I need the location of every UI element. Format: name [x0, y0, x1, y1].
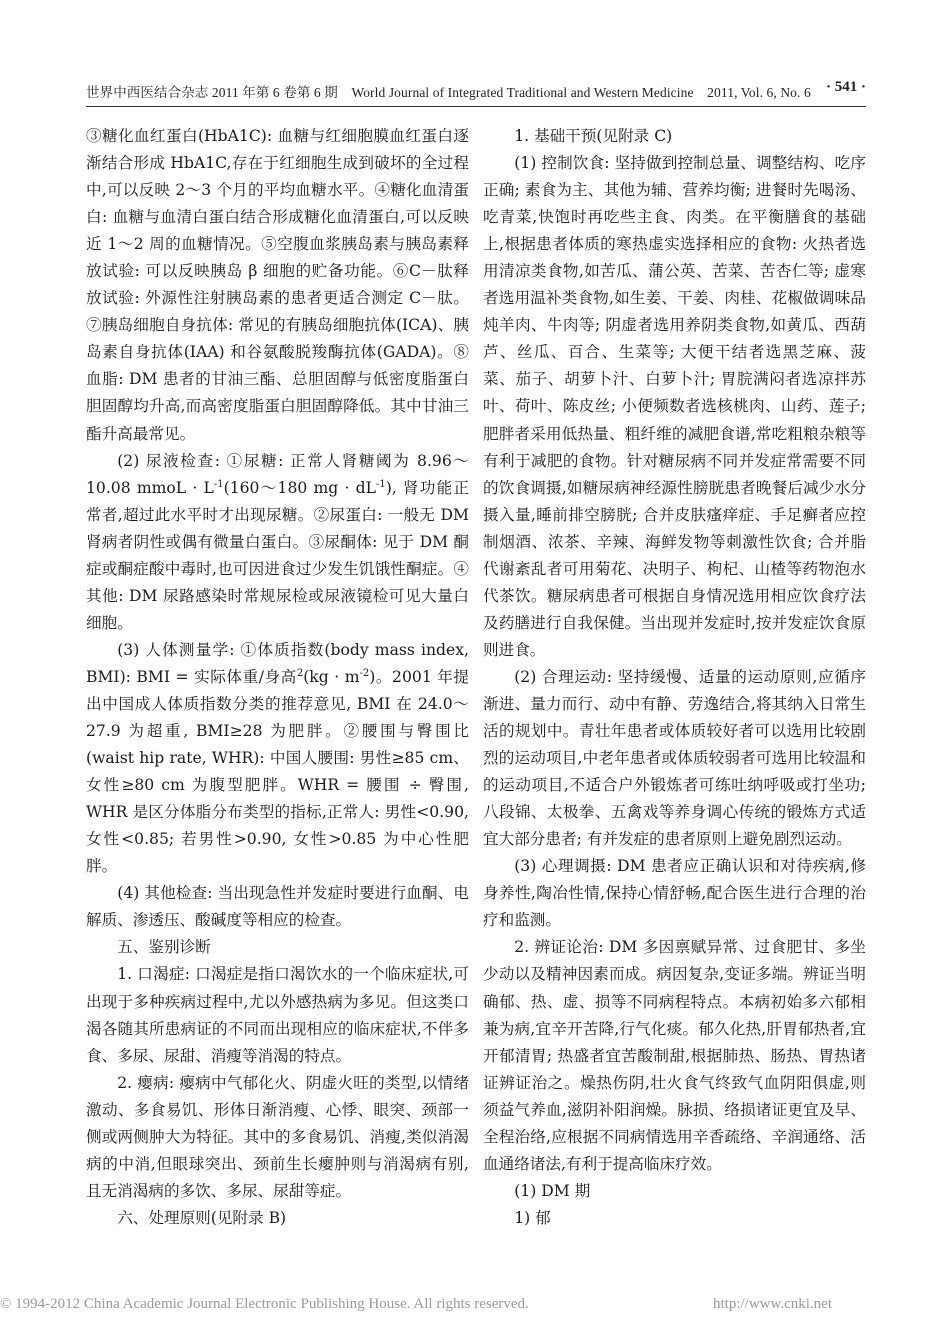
urine-sup-1: -1 [213, 478, 224, 490]
section-heading-treatment-principles: 六、处理原则(见附录 B) [117, 1208, 287, 1227]
section-heading-differential-diagnosis: 五、鉴别诊断 [117, 938, 211, 957]
bmi-text-a: (3) 人体测量学: ①体质指数(body mass index, BMI): BMI = 实际体重/身高 [86, 640, 469, 686]
paragraph-exercise: (2) 合理运动: 坚持缓慢、适量的运动原则,应循序渐进、量力而行、动中有静、劳逸结合,将其纳入日常生活的规划中。青壮年患者或体质较好者可以选用比较剧烈的运动项目,中老年患者或体质较弱者可选用比较温和的运动项目,不适合户外锻炼者可练吐纳呼吸或打坐功; 八段锦、太极拳、五禽戏等养身调心传统的锻炼方式适宜大部分患者; 有并发症的患者原则上避免剧烈运动。 [483, 667, 866, 849]
paragraph-other-tests: (4) 其他检查: 当出现急性并发症时要进行血酮、电解质、渗透压、酸碱度等相应的检查。 [86, 884, 469, 930]
cnki-link[interactable]: http://www.cnki.net [712, 1296, 832, 1312]
urine-text-c: ), 肾功能正常者,超过此水平时才出现尿糖。②尿蛋白: 一般无 DM 肾病者阴性或偶有微量白蛋白。③尿酮体: 见于 DM 酮症或酮症酸中毒时,也可因进食过少发生饥饿性酮症。④其他: DM 尿路感染时常规尿检或尿液镜检可见大量白细胞。 [86, 478, 470, 632]
paragraph-lab-tests: ③糖化血红蛋白(HbA1C): 血糖与红细胞膜血红蛋白逐渐结合形成 HbA1C,存在于红细胞生成到破坏的全过程中,可以反映 2～3 个月的平均血糖水平。④糖化血清蛋白: 血糖与血清白蛋白结合形成糖化血清蛋白,可以反映近 1～2 周的血糖情况。⑤空腹血浆胰岛素与胰岛素释放试验: 可以反映胰岛 β 细胞的贮备功能。⑥C－肽释放试验: 外源性注射胰岛素的患者更适合测定 C－肽。⑦胰岛细胞自身抗体: 常见的有胰岛细胞抗体(ICA)、胰岛素自身抗体(IAA) 和谷氨酸脱羧酶抗体(GADA)。⑧血脂: DM 患者的甘油三酯、总胆固醇与低密度脂蛋白胆固醇均升高,而高密度脂蛋白胆固醇降低。其中甘油三酯升高最常见。 [86, 127, 469, 443]
journal-citation: 世界中西医结合杂志 2011 年第 6 卷第 6 期 World Journal of Integrated Traditional and Western Medicine 2011, Vol. 6, No. 6 [86, 85, 811, 100]
bmi-sup-1: 2 [296, 667, 304, 679]
subheading-stagnation: 1) 郁 [514, 1208, 551, 1227]
left-column [86, 123, 469, 1232]
bmi-text-c: )。2001 年提出中国成人体质指数分类的推荐意见, BMI 在 24.0～27.9 为超重, BMI≥28 为肥胖。②腰围与臀围比(waist hip rate, WHR): 中国人腰围: 男性≥85 cm、女性≥80 cm 为腹型肥胖。WHR = 腰围 ÷ 臀围, WHR 是区分体脂分布类型的指标,正常人: 男性<0.90, 女性<0.85; 若男性>0.90, 女性>0.85 为中心性肥胖。 [86, 667, 469, 876]
header-divider [86, 106, 866, 107]
paragraph-psychological: (3) 心理调摄: DM 患者应正确认识和对待疾病,修身养性,陶冶性情,保持心情舒畅,配合医生进行合理的治疗和监测。 [483, 857, 866, 930]
copyright-notice: © 1994-2012 China Academic Journal Electronic Publishing House. All rights reserved. [0, 1296, 529, 1312]
subheading-dm-stage: (1) DM 期 [514, 1181, 591, 1200]
bmi-text-b: (kg · m [303, 667, 360, 686]
paragraph-diet-control: (1) 控制饮食: 坚持做到控制总量、调整结构、吃序正确; 素食为主、其他为辅、营养均衡; 进餐时先喝汤、吃青菜,快饱时再吃些主食、肉类。在平衡膳食的基础上,根据患者体质的寒热虚实选择相应的食物: 火热者选用清凉类食物,如苦瓜、蒲公英、苦菜、苦杏仁等; 虚寒者选用温补类食物,如生姜、干姜、肉桂、花椒做调味品炖羊肉、牛肉等; 阴虚者选用养阴类食物,如黄瓜、西葫芦、丝瓜、百合、生菜等; 大便干结者选黑芝麻、菠菜、茄子、胡萝卜汁、白萝卜汁; 胃脘满闷者选凉拌苏叶、荷叶、陈皮丝; 小便频数者选核桃肉、山药、莲子; 肥胖者采用低热量、粗纤维的减肥食谱,常吃粗粮杂粮等有利于减肥的食物。针对糖尿病不同并发症常需要不同的饮食调摄,如糖尿病神经源性膀胱患者晚餐后减少水分摄入量,睡前排空膀胱; 合并皮肤瘙痒症、手足癣者应控制烟酒、浓茶、辛辣、海鲜发物等刺激性饮食; 合并脂代谢紊乱者可用菊花、决明子、枸杞、山楂等药物泡水代茶饮。糖尿病患者可根据自身情况选用相应饮食疗法及药膳进行自我保健。当出现并发症时,按并发症饮食原则进食。 [483, 154, 866, 659]
urine-text-b: (160～180 mg · dL [223, 478, 376, 497]
paragraph-urine-tests [86, 448, 469, 637]
running-header [86, 79, 866, 103]
paragraph-syndrome-differentiation: 2. 辨证论治: DM 多因禀赋异常、过食肥甘、多坐少动以及精神因素而成。病因复杂,变证多端。辨证当明确郁、热、虚、损等不同病程特点。本病初始多六郁相兼为病,宜辛开苦降,行气化痰。郁久化热,肝胃郁热者,宜开郁清胃; 热盛者宜苦酸制甜,根据肺热、肠热、胃热诸证辨证治之。燥热伤阴,壮火食气终致气血阴阳俱虚,则须益气养血,滋阴补阳润燥。脉损、络损诸证更宜及早、全程治络,应根据不同病情选用辛香疏络、辛润通络、活血通络诸法,有利于提高临床疗效。 [483, 938, 866, 1173]
right-column [483, 123, 866, 1232]
bmi-sup-2: -2 [359, 667, 370, 679]
page-number: · 541 · [825, 79, 866, 95]
subheading-basic-intervention: 1. 基础干预(见附录 C) [514, 127, 673, 145]
paragraph-anthropometry [86, 637, 469, 880]
paragraph-goiter: 2. 瘿病: 瘿病中气郁化火、阴虚火旺的类型,以情绪激动、多食易饥、形体日渐消瘦、心悸、眼突、颈部一侧或两侧肿大为特征。其中的多食易饥、消瘦,类似消渴病的中消,但眼球突出、颈前生长瘿肿则与消渴病有别,且无消渴病的多饮、多尿、尿甜等症。 [86, 1073, 469, 1200]
urine-text-a: (2) 尿液检查: ①尿糖: 正常人肾糖阈为 8.96～10.08 mmoL · L [86, 451, 469, 497]
paragraph-thirst: 1. 口渴症: 口渴症是指口渴饮水的一个临床症状,可出现于多种疾病过程中,尤以外感热病为多见。但这类口渴各随其所患病证的不同而出现相应的临床症状,不伴多食、多尿、尿甜、消瘦等消渴的特点。 [86, 965, 469, 1065]
urine-sup-2: -1 [375, 478, 386, 490]
